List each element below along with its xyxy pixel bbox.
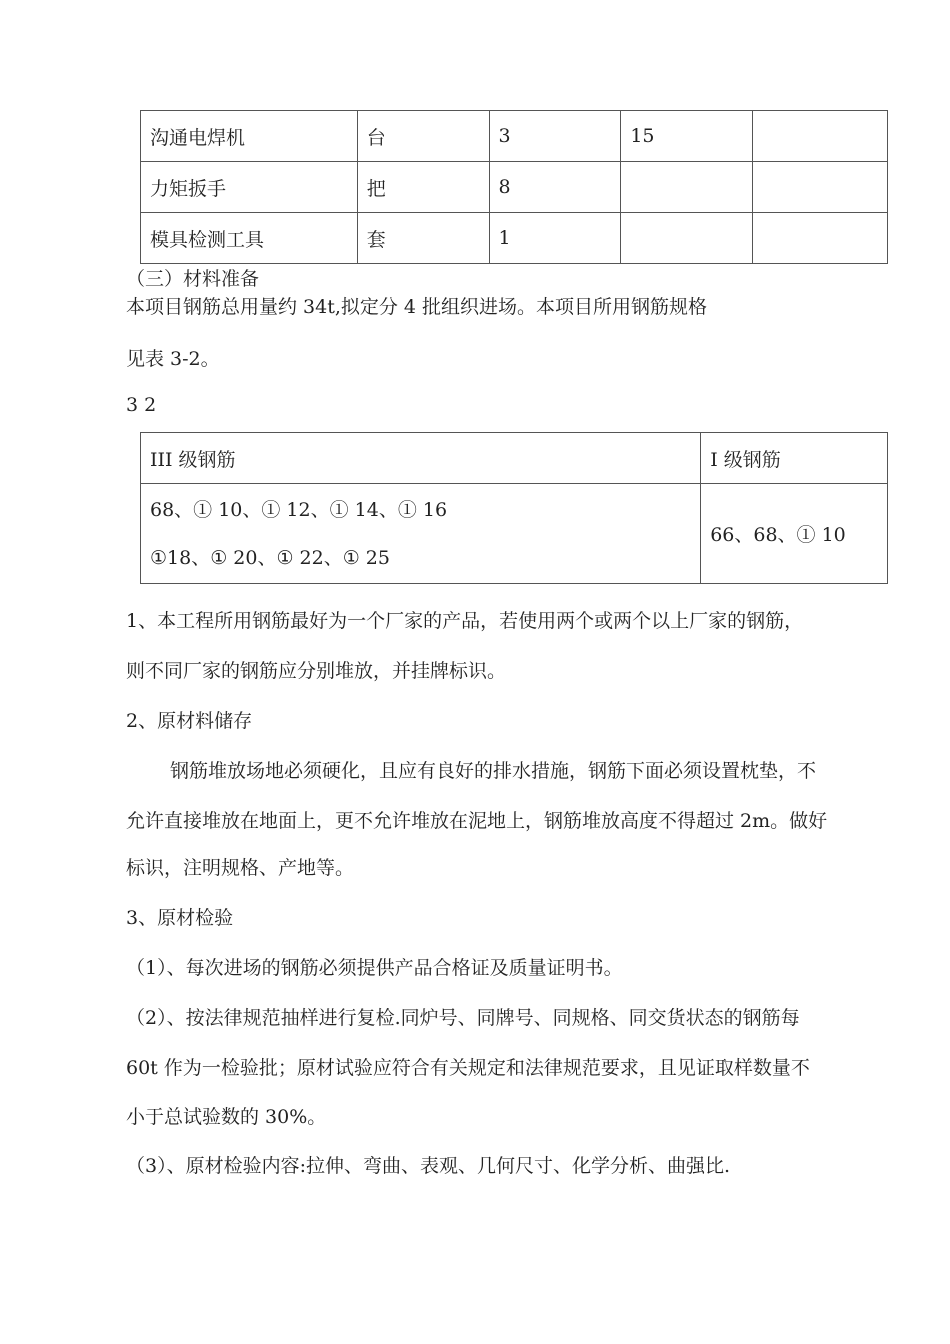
table-cell — [753, 213, 888, 264]
equipment-table — [140, 110, 888, 264]
intro-text: 见表 3-2。 — [126, 348, 220, 370]
paragraph-line: 60t 作为一检验批；原材试验应符合有关规定和法律规范要求，且见证取样数量不 — [126, 1057, 810, 1079]
table-row — [141, 162, 888, 213]
item-heading: 2、原材料储存 — [126, 710, 253, 732]
table-header-cell: III 级钢筋 — [141, 433, 701, 484]
table-caption: 3 2 — [126, 394, 157, 416]
table-cell: 3 — [489, 111, 621, 162]
table-cell: 8 — [489, 162, 621, 213]
paragraph-line: 则不同厂家的钢筋应分别堆放，并挂牌标识。 — [126, 660, 507, 682]
table-cell — [141, 484, 701, 584]
intro-text: 本项目钢筋总用量约 34t,拟定分 4 批组织进场。本项目所用钢筋规格 — [126, 296, 708, 318]
table-row — [141, 213, 888, 264]
paragraph-line: （2）、按法律规范抽样进行复检.同炉号、同牌号、同规格、同交货状态的钢筋每 — [126, 1007, 800, 1029]
table-row — [141, 111, 888, 162]
table-cell: 15 — [621, 111, 753, 162]
table-cell — [621, 162, 753, 213]
table-row — [141, 484, 888, 584]
table-cell — [621, 213, 753, 264]
table-cell: 把 — [357, 162, 489, 213]
paragraph-line: 允许直接堆放在地面上，更不允许堆放在泥地上，钢筋堆放高度不得超过 2m。做好 — [126, 810, 828, 832]
paragraph-line: （1）、每次进场的钢筋必须提供产品合格证及质量证明书。 — [126, 957, 623, 979]
table-cell: 套 — [357, 213, 489, 264]
item-heading: 3、原材检验 — [126, 907, 234, 929]
table-cell: 台 — [357, 111, 489, 162]
paragraph-line: 1、本工程所用钢筋最好为一个厂家的产品，若使用两个或两个以上厂家的钢筋， — [126, 610, 804, 632]
table-cell: 1 — [489, 213, 621, 264]
paragraph-line: 小于总试验数的 30%。 — [126, 1106, 327, 1128]
paragraph-line: 标识，注明规格、产地等。 — [126, 857, 355, 879]
table-cell — [753, 162, 888, 213]
paragraph-line: （3）、原材检验内容:拉伸、弯曲、表观、几何尺寸、化学分析、曲强比. — [126, 1155, 731, 1177]
paragraph-line: 钢筋堆放场地必须硬化，且应有良好的排水措施，钢筋下面必须设置枕垫，不 — [170, 760, 817, 782]
table-cell: 66、68、① 10 — [701, 484, 888, 584]
spec-line: 68、① 10、① 12、① 14、① 16 — [150, 498, 448, 521]
table-cell: 沟通电焊机 — [141, 111, 358, 162]
spec-line: ①18、① 20、① 22、① 25 — [150, 546, 390, 569]
table-cell: 模具检测工具 — [141, 213, 358, 264]
table-header-cell: I 级钢筋 — [701, 433, 888, 484]
table-cell — [753, 111, 888, 162]
table-cell: 力矩扳手 — [141, 162, 358, 213]
rebar-spec-table — [140, 432, 888, 584]
table-row — [141, 433, 888, 484]
section-heading: （三）材料准备 — [126, 268, 260, 290]
